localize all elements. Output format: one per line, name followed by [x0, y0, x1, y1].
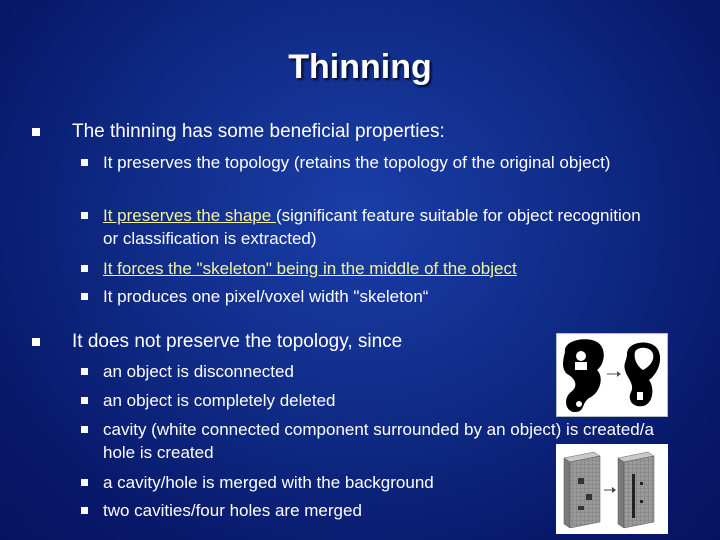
sub-bullet-middle [103, 257, 663, 280]
bullet-text: It does not preserve the topology, since [72, 331, 403, 352]
bullet-text: It produces one pixel/voxel width "skeleton“ [103, 287, 429, 306]
thinning-3d-example-image [556, 444, 668, 534]
bullet-text: an object is completely deleted [103, 391, 336, 410]
bullet-text: (significant feature suitable for object recognition or classification is extracted) [103, 206, 641, 248]
skeleton-middle-link[interactable]: It forces the "skeleton" being in the middle of the object [103, 259, 517, 278]
sub-bullet-disconnected [103, 360, 553, 383]
bullet-text: a cavity/hole is merged with the background [103, 473, 434, 492]
sub-bullet-shape [103, 204, 648, 250]
sub-bullet-width [103, 285, 663, 308]
bullet-square-icon [32, 338, 40, 346]
sub-bullet-cavities-merged [103, 499, 553, 522]
sub-bullet-topology [103, 151, 643, 174]
sub-bullet-deleted [103, 389, 553, 412]
bullet-square-icon [81, 293, 88, 300]
bullet-square-icon [81, 368, 88, 375]
thinning-2d-example-image [556, 333, 668, 417]
bullet-text: cavity (white connected component surrounded by an object) is created/a hole is created [103, 420, 654, 462]
main-bullet-properties [72, 121, 445, 143]
bullet-square-icon [81, 397, 88, 404]
bullet-square-icon [81, 265, 88, 272]
sub-bullet-merged-background [103, 471, 553, 494]
bullet-square-icon [32, 128, 40, 136]
bullet-square-icon [81, 479, 88, 486]
shape-link[interactable]: It preserves the shape [103, 206, 276, 225]
bullet-square-icon [81, 212, 88, 219]
bullet-square-icon [81, 507, 88, 514]
bullet-text: It preserves the topology (retains the topology of the original object) [103, 153, 611, 172]
bullet-square-icon [81, 159, 88, 166]
bullet-text: two cavities/four holes are merged [103, 501, 362, 520]
bullet-square-icon [81, 426, 88, 433]
bullet-text: an object is disconnected [103, 362, 294, 381]
bullet-text: The thinning has some beneficial properties: [72, 121, 445, 142]
page-title: Thinning [288, 48, 432, 86]
main-bullet-not-preserve [72, 331, 402, 353]
